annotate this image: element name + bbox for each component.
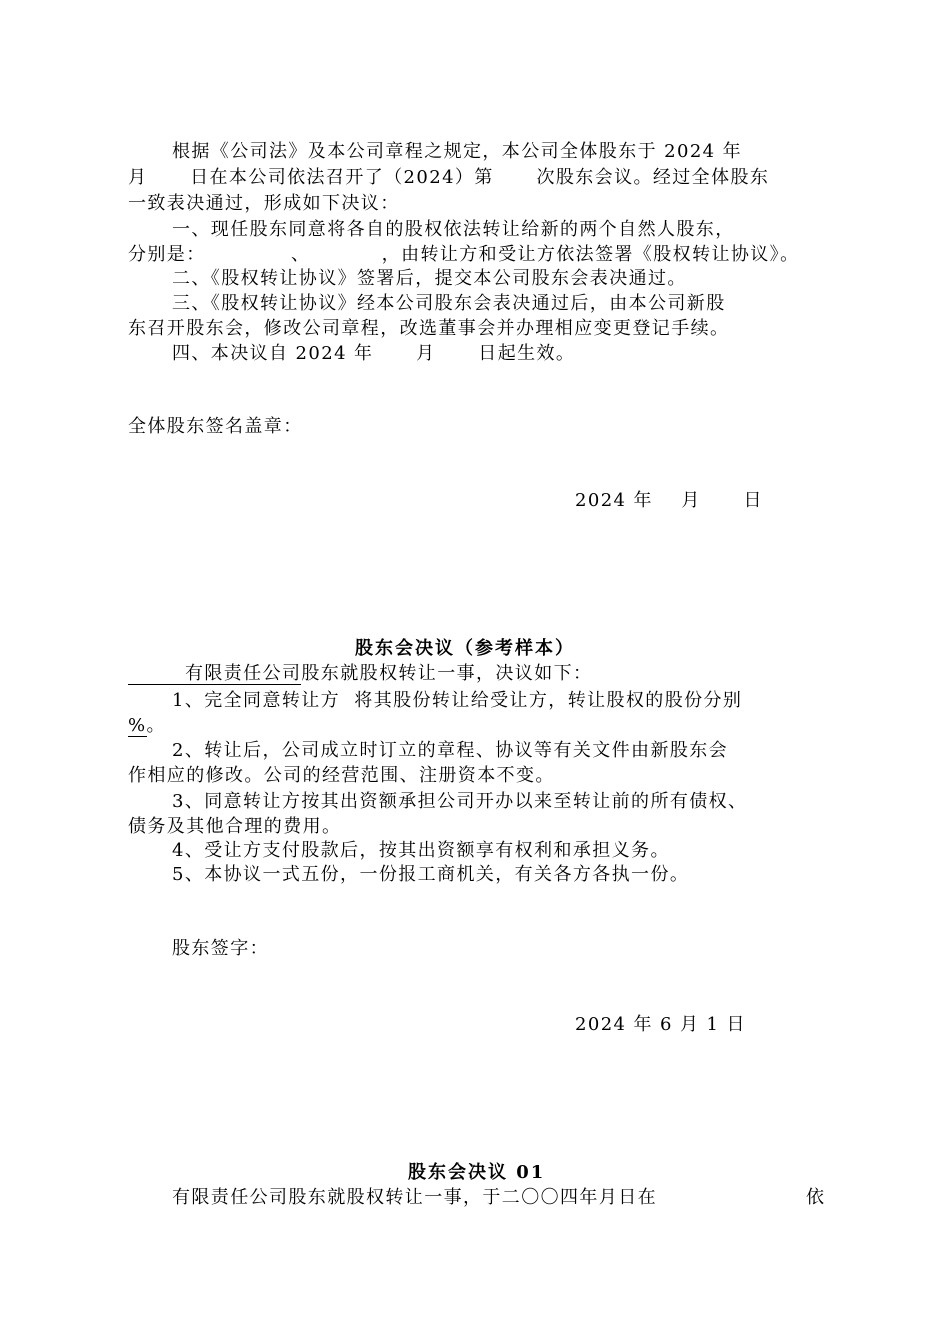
item-1-end: 。 (146, 715, 166, 736)
intro-rest: 股东就股权转让一事，决议如下： (301, 663, 593, 684)
item-3-line-2: 债务及其他合理的费用。 (128, 816, 342, 837)
section-title: 股东会决议（参考样本） (355, 638, 575, 659)
para-4-line-2: 东召开股东会，修改公司章程，改选董事会并办理相应变更登记手续。 (128, 318, 730, 339)
item-2-line-2: 作相应的修改。公司的经营范围、注册资本不变。 (128, 765, 555, 786)
para-1-line-2: 月 日在本公司依法召开了（2024）第 次股东会议。经过全体股东 (128, 167, 770, 188)
para-1-line-1: 根据《公司法》及本公司章程之规定，本公司全体股东于 2024 年 (172, 141, 743, 162)
company-type: 有限责任公司 (184, 663, 302, 684)
item-5: 5、本协议一式五份，一份报工商机关，有关各方各执一份。 (172, 864, 690, 885)
item-2-line-1: 2、转让后，公司成立时订立的章程、协议等有关文件由新股东会 (172, 740, 729, 761)
item-1-line-1: 1、完全同意转让方 将其股份转让给受让方，转让股权的股份分别 (172, 690, 743, 711)
line-1-tail: 依 (806, 1187, 826, 1208)
para-4-line-1: 三、《股权转让协议》经本公司股东会表决通过后，由本公司新股 (172, 293, 726, 314)
para-2-line-1: 一、现任股东同意将各自的股权依法转让给新的两个自然人股东， (172, 219, 735, 240)
date-line: 2024 年 6 月 1 日 (575, 1014, 746, 1035)
intro-line (128, 661, 592, 687)
para-2-line-2: 分别是： 、 ，由转让方和受让方依法签署《股权转让协议》。 (128, 244, 800, 265)
section-title: 股东会决议 01 (408, 1162, 546, 1183)
blank-company-name (128, 663, 185, 685)
line-1-text: 有限责任公司股东就股权转让一事，于二〇〇四年月日在 (172, 1187, 657, 1208)
date-line: 2024 年 月 日 (575, 490, 763, 511)
para-1-line-3: 一致表决通过，形成如下决议： (128, 193, 400, 214)
item-1-line-2 (128, 713, 166, 739)
signature-label: 股东签字： (172, 938, 269, 959)
para-3: 二、《股权转让协议》签署后，提交本公司股东会表决通过。 (172, 268, 687, 289)
item-3-line-1: 3、同意转让方按其出资额承担公司开办以来至转让前的所有债权、 (172, 791, 748, 812)
percent-blank: % (128, 715, 147, 736)
item-4: 4、受让方支付股款后，按其出资额享有权利和承担义务。 (172, 840, 670, 861)
para-5: 四、本决议自 2024 年 月 日起生效。 (172, 343, 576, 364)
signature-label: 全体股东签名盖章： (128, 416, 303, 437)
